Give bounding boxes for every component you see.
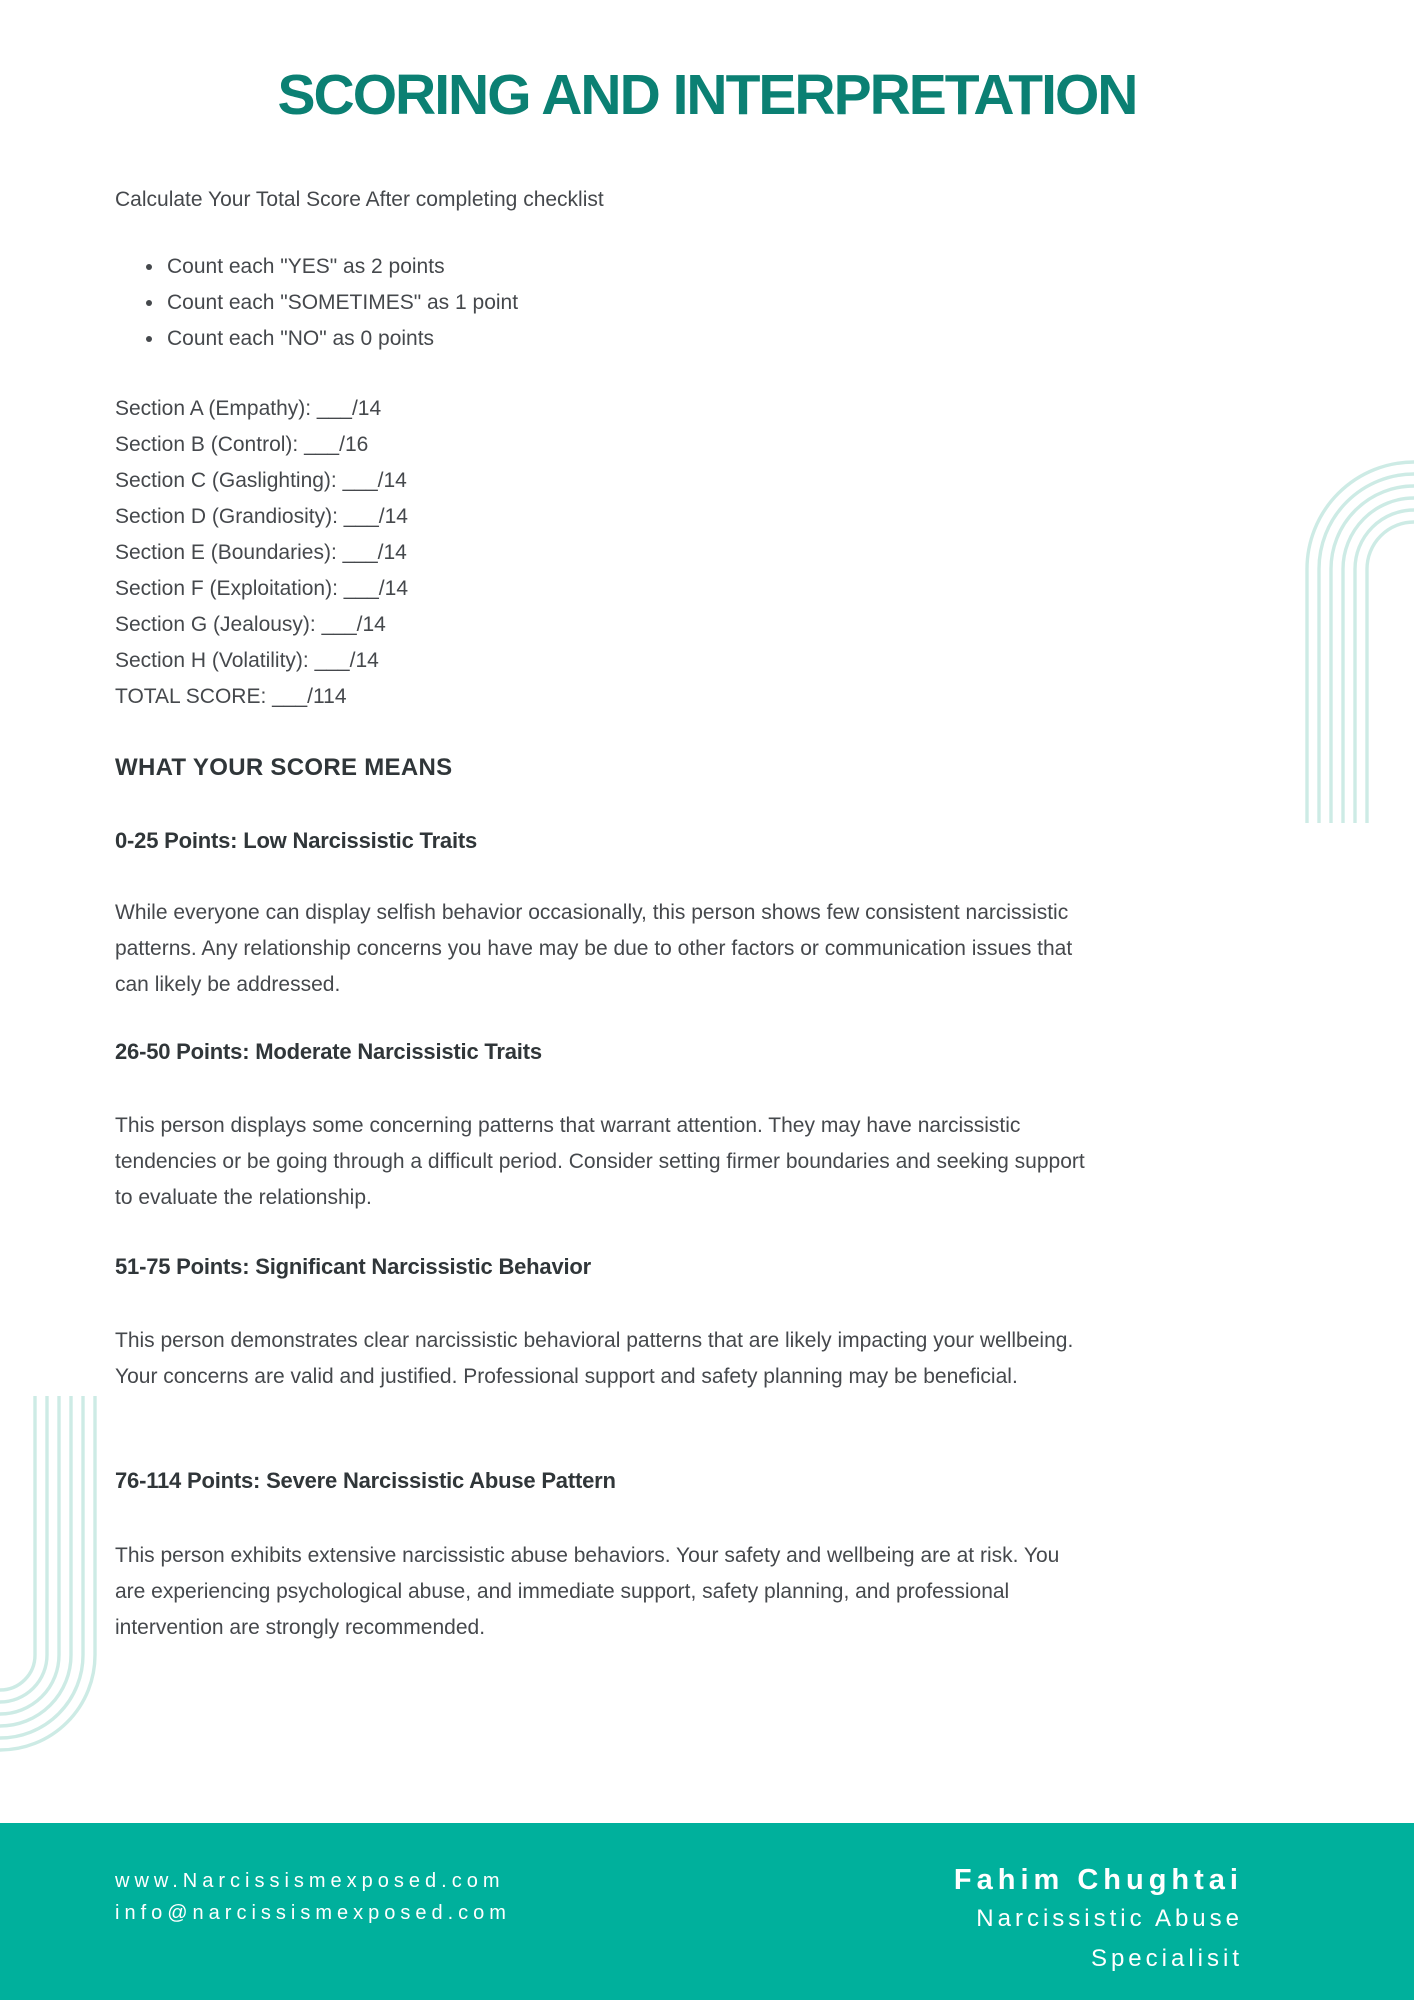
- section-score-list: [115, 391, 1095, 715]
- footer-author-block: [954, 1861, 1243, 1979]
- scoring-rule-item: [115, 321, 1095, 357]
- scoring-rule-text: Count each "SOMETIMES" as 1 point: [167, 291, 519, 314]
- bullet-icon: [146, 300, 152, 306]
- section-score-line: Section A (Empathy): ___/14: [115, 397, 382, 420]
- footer-contact-block: [115, 1865, 511, 1929]
- section-score-line: Section C (Gaslighting): ___/14: [115, 469, 407, 492]
- author-role-line1: Narcissistic Abuse: [976, 1905, 1243, 1932]
- author-name: Fahim Chughtai: [953, 1864, 1243, 1896]
- scoring-rule-text: Count each "NO" as 0 points: [167, 327, 435, 350]
- section-score-line: Section D (Grandiosity): ___/14: [115, 505, 408, 528]
- section-score-line: Section H (Volatility): ___/14: [115, 649, 379, 672]
- bullet-icon: [146, 336, 152, 342]
- scoring-rules-list: [115, 249, 1095, 357]
- corner-curves-top-right: [1307, 462, 1414, 823]
- scoring-rule-text: Count each "YES" as 2 points: [167, 255, 445, 278]
- author-role-line2: Specialisit: [1090, 1945, 1243, 1972]
- page-title: SCORING AND INTERPRETATION: [277, 63, 1137, 127]
- footer-email: info@narcissismexposed.com: [115, 1902, 511, 1924]
- footer-band: [0, 1823, 1414, 2000]
- bullet-icon: [146, 264, 152, 270]
- range-description-severe: This person exhibits extensive narcissistic abuse behaviors. Your safety and wellbeing are at risk. You are experiencing psychological abuse, and immediate support, safety planning, and professional intervention are strongly recommended.: [115, 1544, 1060, 1639]
- section-score-line: Section B (Control): ___/16: [115, 433, 369, 456]
- range-description-moderate: This person displays some concerning patterns that warrant attention. They may have narcissistic tendencies or be going through a difficult period. Consider setting firmer boundaries and seeking support to evaluate the relationship.: [115, 1114, 1085, 1209]
- range-description-significant: This person demonstrates clear narcissistic behavioral patterns that are likely impacting your wellbeing. Your concerns are valid and justified. Professional support and safety planning may be beneficial.: [115, 1329, 1074, 1388]
- scoring-rule-item: [115, 249, 1095, 285]
- corner-curves-bottom-left: [0, 1396, 95, 1750]
- section-score-line: Section E (Boundaries): ___/14: [115, 541, 407, 564]
- range-label-moderate: 26-50 Points: Moderate Narcissistic Traits: [115, 1039, 542, 1064]
- range-label-severe: 76-114 Points: Severe Narcissistic Abuse Pattern: [115, 1468, 616, 1493]
- score-meaning-heading: WHAT YOUR SCORE MEANS: [115, 754, 453, 781]
- range-label-low: 0-25 Points: Low Narcissistic Traits: [115, 828, 478, 853]
- footer-website: www.Narcissismexposed.com: [115, 1870, 505, 1892]
- section-score-line: Section G (Jealousy): ___/14: [115, 613, 386, 636]
- range-label-significant: 51-75 Points: Significant Narcissistic Behavior: [115, 1254, 591, 1279]
- intro-text: Calculate Your Total Score After completing checklist: [115, 188, 604, 211]
- section-score-line: Section F (Exploitation): ___/14: [115, 577, 408, 600]
- range-description-low: While everyone can display selfish behavior occasionally, this person shows few consistent narcissistic patterns. Any relationship concerns you have may be due to other factors or communication issues that can likely be addressed.: [115, 901, 1073, 996]
- total-score-line: TOTAL SCORE: ___/114: [115, 685, 347, 708]
- scoring-rule-item: [115, 285, 1095, 321]
